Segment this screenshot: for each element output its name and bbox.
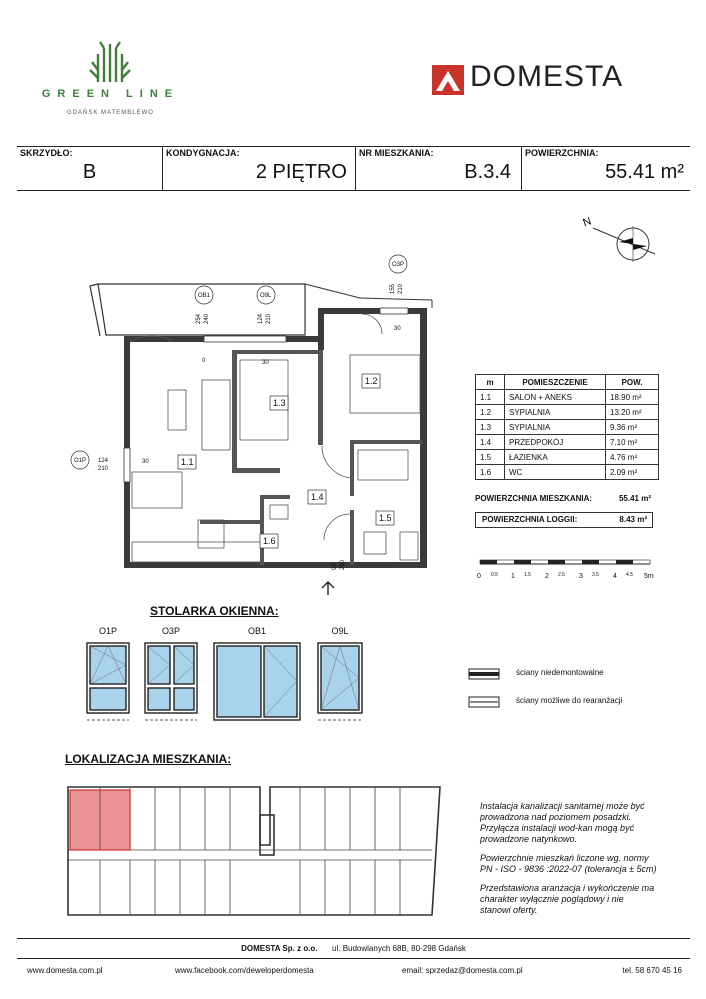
offset-o9l: 30 (262, 360, 269, 366)
domesta-wordmark: DOMESTA (470, 60, 624, 93)
note-line: stanowi oferty. (480, 905, 538, 915)
footer (17, 938, 690, 988)
col-m: m (476, 375, 505, 390)
scale-tick: 0 (477, 573, 481, 580)
room-label-1-3: 1.3 (273, 398, 286, 408)
total-area (475, 494, 651, 503)
dim-ob1-w: 254 (196, 313, 202, 324)
window-type-ob1: OB1 (247, 626, 266, 636)
note-line: Powierzchnie mieszkań liczone wg. normy (480, 853, 649, 863)
dim-o1p-h: 210 (98, 466, 109, 472)
footer-phone: tel. 58 670 45 16 (622, 966, 682, 975)
dim-o3p-w: 155 (390, 283, 396, 294)
partition-walls (200, 350, 422, 565)
window-tag-ob1: OB1 (198, 293, 211, 299)
window-ob1 (204, 336, 286, 342)
table-row: 1.3 SYPIALNIA 9.36 m² (476, 420, 659, 435)
apartment-header (17, 146, 690, 191)
col-area: POW. (606, 375, 659, 390)
dim-ob1-h: 240 (204, 313, 210, 324)
legend-fixed-wall-label: ściany niedemontowalne (516, 668, 604, 677)
note-line: Przyłącza instalacji wod-kan mogą być (480, 823, 635, 833)
table-row: 1.6 WC 2.09 m² (476, 465, 659, 480)
window-drawings (80, 638, 370, 724)
scale-tick: 3 (579, 573, 583, 580)
scale-tick: 5m (644, 573, 654, 580)
room-table-header (476, 375, 659, 390)
greenline-logo (38, 38, 183, 123)
dim-door-h: 200 (340, 559, 346, 570)
header-area-label: POWIERZCHNIA: (525, 148, 599, 158)
domesta-logo (432, 62, 672, 98)
scale-tick: 2.5 (558, 572, 565, 578)
scale-tick: 1 (511, 573, 515, 580)
footer-website[interactable]: www.domesta.com.pl (27, 966, 103, 975)
header-area-value: 55.41 m² (605, 161, 684, 183)
header-wing-value: B (82, 161, 97, 183)
footer-address: ul. Budowlanych 68B, 80-298 Gdańsk (332, 944, 466, 953)
legend-movable-wall-label: ściany możliwe do rearanżacji (516, 696, 623, 705)
table-row: 1.1 SALON + ANEKS 18.90 m² (476, 390, 659, 405)
dim-o3p-h: 210 (398, 283, 404, 294)
dim-door-w: 90 (332, 563, 338, 570)
scale-tick: 0.5 (491, 572, 498, 578)
location-section-title: LOKALIZACJA MIESZKANIA: (65, 752, 232, 766)
domesta-emblem-icon (432, 65, 464, 95)
room-table (475, 374, 659, 480)
header-floor-value: 2 PIĘTRO (255, 161, 347, 183)
header-floor-label: KONDYGNACJA: (166, 148, 240, 158)
note-line: Przedstawiona aranżacja i wykończenie ma (480, 883, 655, 893)
legend-movable-wall-swatch (468, 696, 500, 708)
header-wing (17, 147, 162, 190)
room-label-1-1: 1.1 (181, 457, 194, 467)
loggia-area-label: POWIERZCHNIA LOGGII: (482, 515, 578, 524)
header-area (522, 147, 690, 190)
north-arrow-icon (575, 212, 665, 272)
legend (468, 666, 688, 716)
room-label-1-4: 1.4 (311, 492, 324, 502)
legend-fixed-wall-swatch (468, 668, 500, 680)
entrance-arrow-icon (322, 582, 334, 595)
scale-tick: 3.5 (592, 572, 599, 578)
table-row: 1.2 SYPIALNIA 13.20 m² (476, 405, 659, 420)
room-label-1-6: 1.6 (263, 536, 276, 546)
window-type-o9l: O9L (331, 626, 349, 636)
window-o1p (124, 448, 130, 482)
room-label-1-5: 1.5 (379, 513, 392, 523)
note-line: Instalacja kanalizacji sanitarnej może być (480, 801, 645, 811)
north-letter: N (581, 215, 593, 230)
header-wing-label: SKRZYDŁO: (20, 148, 73, 158)
header-apartment-no-label: NR MIESZKANIA: (359, 148, 434, 158)
greenline-subtitle: GDAŃSK MATEMBLEWO (67, 110, 154, 116)
windows-section-title: STOLARKA OKIENNA: (150, 604, 279, 618)
window-tag-o9l: O9L (260, 293, 272, 299)
floor-plan (60, 250, 450, 610)
scale-bar (470, 550, 665, 584)
header-apartment-no-value: B.3.4 (464, 161, 511, 183)
window-tag-o3p: O3P (392, 262, 405, 268)
footer-facebook[interactable]: www.facebook.com/deweloperdomesta (175, 966, 314, 975)
header-apartment-no (356, 147, 521, 190)
greenline-tree-icon (38, 38, 183, 86)
offset-ob1: 0 (202, 358, 206, 364)
note-line: prowadzona nad poziomem posadzki. (480, 812, 632, 822)
location-plan (60, 775, 450, 925)
outer-walls (124, 308, 427, 568)
loggia-area (475, 512, 653, 528)
window-tag-o1p: O1P (74, 458, 87, 464)
scale-tick: 4 (613, 573, 617, 580)
table-row: 1.4 PRZEDPOKÓJ 7.10 m² (476, 435, 659, 450)
window-o3p (380, 308, 408, 314)
col-room: POMIESZCZENIE (505, 375, 606, 390)
scale-tick: 2 (545, 573, 549, 580)
table-row: 1.5 ŁAZIENKA 4.76 m² (476, 450, 659, 465)
note-line: charakter wyłącznie poglądowy i nie (480, 894, 624, 904)
offset-o1p: 30 (142, 459, 149, 465)
greenline-title: GREEN LINE (41, 88, 180, 100)
note-line: PN - ISO - 9836 :2022-07 (tolerancja ± 5cm) (480, 864, 657, 874)
total-area-value: 55.41 m² (618, 494, 651, 503)
dim-o1p-w: 124 (98, 458, 109, 464)
scale-tick: 1.5 (524, 572, 531, 578)
dim-o9l-h: 210 (266, 313, 272, 324)
footer-email[interactable]: email: sprzedaz@domesta.com.pl (402, 966, 523, 975)
header-floor (163, 147, 355, 190)
loggia-area-value: 8.43 m² (619, 515, 647, 524)
window-type-o1p: O1P (98, 626, 117, 636)
offset-o3p: 30 (394, 326, 401, 332)
window-type-o3p: O3P (161, 626, 180, 636)
total-area-label: POWIERZCHNIA MIESZKANIA: (475, 494, 593, 503)
dim-o9l-w: 124 (258, 313, 264, 324)
room-label-1-2: 1.2 (365, 376, 378, 386)
footer-company: DOMESTA Sp. z o.o. (241, 944, 318, 953)
scale-tick: 4.5 (626, 572, 633, 578)
note-line: prowadzone natynkowo. (480, 834, 578, 844)
notes (480, 801, 695, 916)
